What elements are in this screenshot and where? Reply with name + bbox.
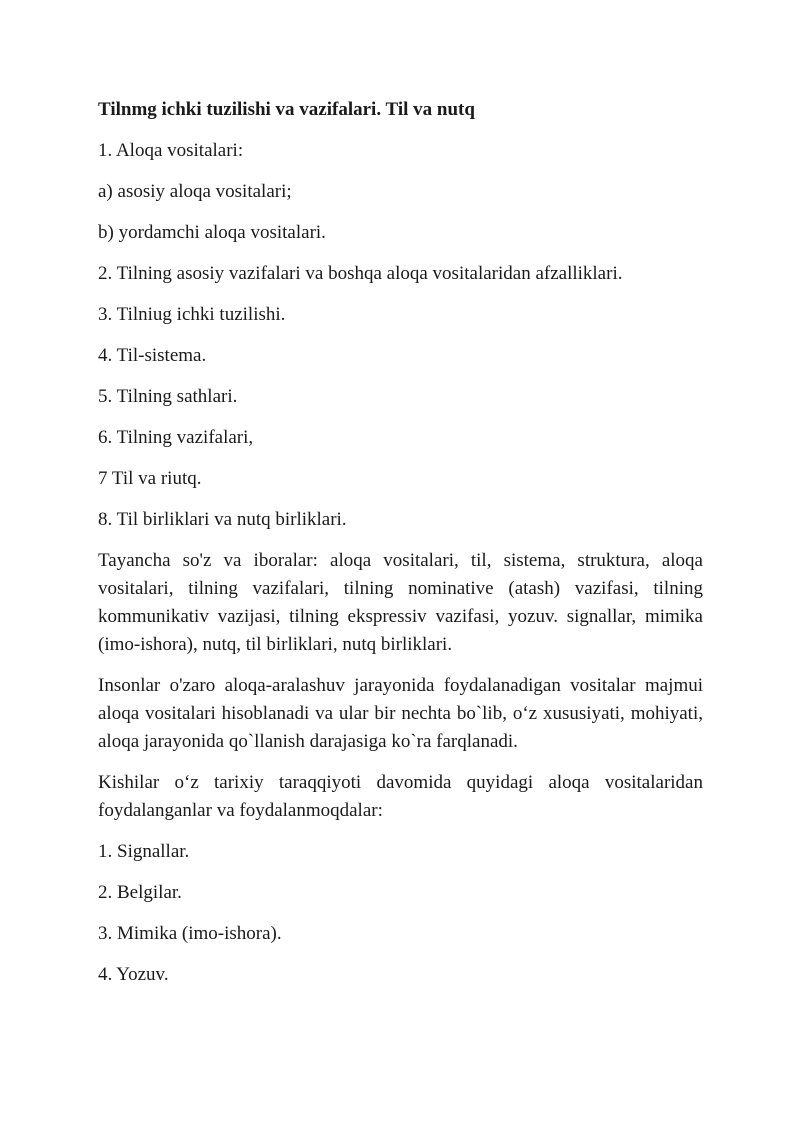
- means-list-item: 2. Belgilar.: [98, 882, 182, 903]
- document-body: [98, 96, 703, 1002]
- outline-item: 4. Til-sistema.: [98, 345, 207, 366]
- means-list-item: 3. Mimika (imo-ishora).: [98, 923, 282, 944]
- outline-item: 8. Til birliklari va nutq birliklari.: [98, 509, 347, 530]
- keywords-paragraph: Tayancha so'z va iboralar: aloqa vositalari, til, sistema, struktura, aloqa vositalari, tilning vazifalari, tilning nominative (atash) vazifasi, tilning kommunikativ vazijasi, tilning ekspressiv vazifasi, yozuv. signallar, mimika (imo-ishora), nutq, til birliklari, nutq birliklari.: [98, 550, 703, 655]
- outline-item: 1. Aloqa vositalari:: [98, 140, 244, 161]
- document-title: Tilnmg ichki tuzilishi va vazifalari. Til va nutq: [98, 99, 475, 120]
- body-paragraph-1: Insonlar o'zaro aloqa-aralashuv jarayonida foydalanadigan vositalar majmui aloqa vositalari hisoblanadi va ular bir nechta bo`lib, o‘z xususiyati, mohiyati, aloqa jarayonida qo`llanish darajasiga ko`ra farqlanadi.: [98, 675, 703, 752]
- outline-item: 7 Til va riutq.: [98, 468, 202, 489]
- outline-item: 2. Tilning asosiy vazifalari va boshqa aloqa vositalaridan afzalliklari.: [98, 263, 623, 284]
- means-list-item: 4. Yozuv.: [98, 964, 169, 985]
- outline-item: 6. Tilning vazifalari,: [98, 427, 254, 448]
- means-list-item: 1. Signallar.: [98, 841, 190, 862]
- outline-item: 3. Tilniug ichki tuzilishi.: [98, 304, 286, 325]
- body-paragraph-2: Kishilar o‘z tarixiy taraqqiyoti davomida quyidagi aloqa vositalaridan foydalanganlar va foydalanmoqdalar:: [98, 772, 703, 821]
- outline-item: b) yordamchi aloqa vositalari.: [98, 222, 326, 243]
- outline-item: a) asosiy aloqa vositalari;: [98, 181, 292, 202]
- outline-item: 5. Tilning sathlari.: [98, 386, 238, 407]
